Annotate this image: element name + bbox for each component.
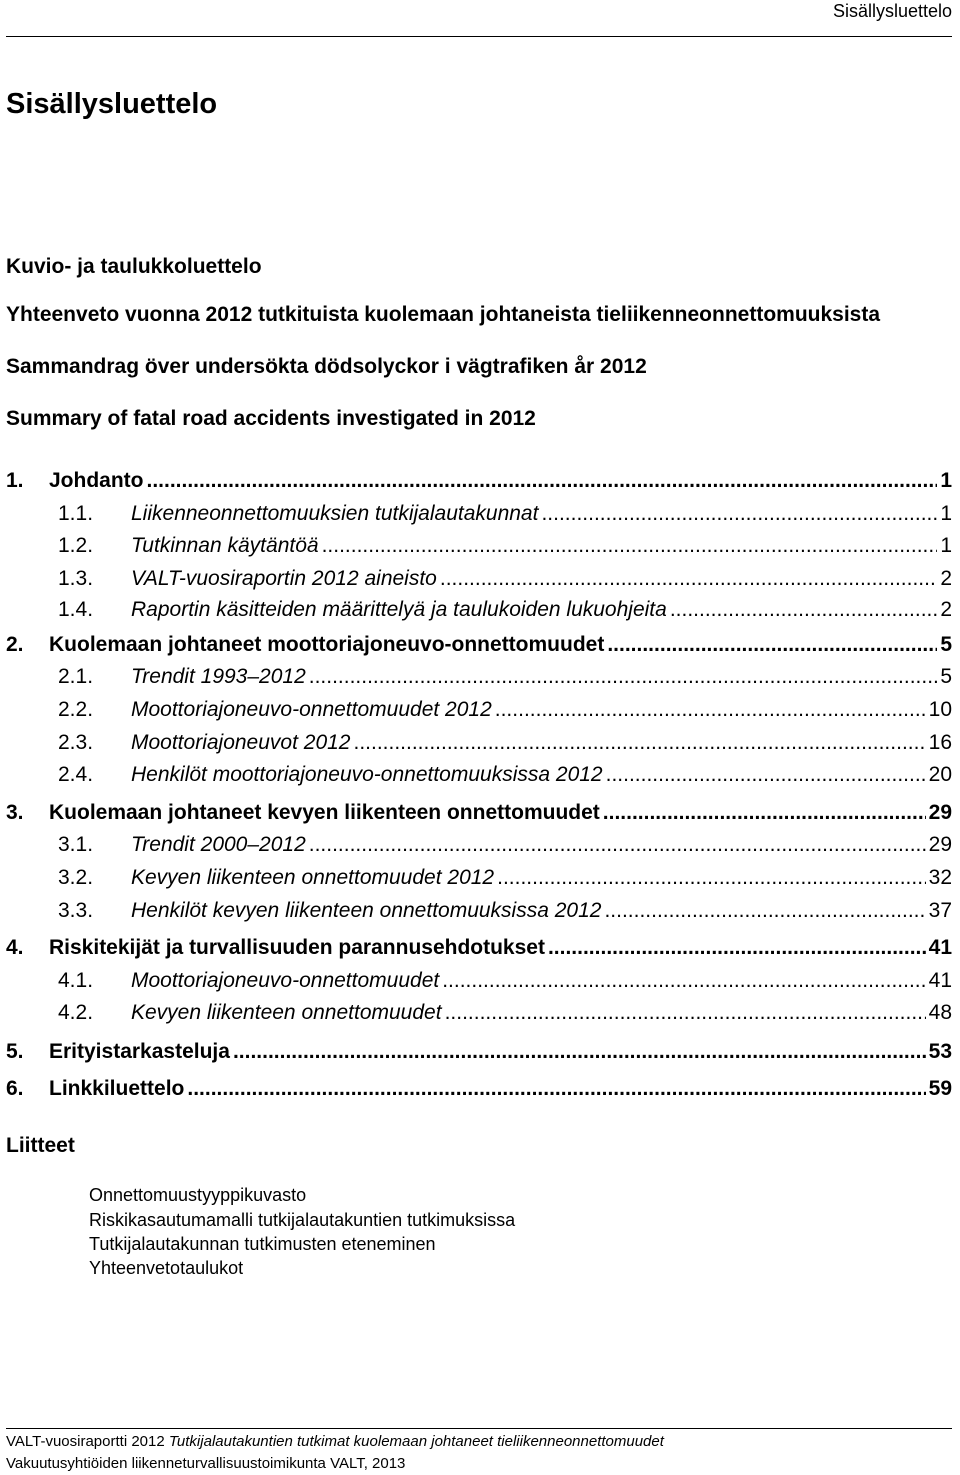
toc-leader [495,697,926,723]
toc-leader [497,865,926,891]
toc-title: VALT-vuosiraportin 2012 aineisto [131,567,437,590]
toc-leader [442,968,925,994]
toc-entry[interactable] [0,664,952,690]
toc-page: 32 [928,866,952,889]
footer-report-subtitle: Tutkijalautakuntien tutkimat kuolemaan johtaneet tieliikenneonnettomuudet [168,1433,664,1450]
toc-title: Johdanto [49,469,144,492]
toc-page: 2 [940,567,952,590]
toc-leader [548,935,926,961]
toc-entry[interactable] [0,533,952,559]
header-rule [6,36,952,37]
toc-page: 29 [928,833,952,856]
attachment-item[interactable]: Yhteenvetotaulukot [89,1258,244,1278]
toc-entry[interactable] [0,1039,952,1065]
toc-number: 3. [6,801,24,824]
toc-title: Erityistarkasteluja [49,1040,230,1063]
toc-title: Liikenneonnettomuuksien tutkijalautakunnat [131,502,539,525]
toc-leader [354,730,926,756]
toc-entry[interactable] [0,1000,952,1026]
toc-leader [309,832,926,858]
attachments-heading: Liitteet [6,1134,75,1157]
toc-entry[interactable] [0,566,952,592]
toc-title: Kevyen liikenteen onnettomuudet 2012 [131,866,495,889]
toc-leader [322,533,938,559]
toc-page: 59 [928,1077,952,1100]
toc-number: 2.4. [58,763,94,786]
front-item-summary-fi[interactable]: Yhteenveto vuonna 2012 tutkituista kuolemaan johtaneista tieliikenneonnettomuuksista [6,303,881,326]
toc-page: 41 [928,969,952,992]
toc-entry[interactable] [0,968,952,994]
toc-entry[interactable] [0,898,952,924]
toc-title: Moottoriajoneuvo-onnettomuudet 2012 [131,698,492,721]
toc-number: 1.4. [58,598,94,621]
toc-page: 48 [928,1001,952,1024]
toc-leader [541,501,937,527]
attachment-item[interactable]: Riskikasautumamalli tutkijalautakuntien tutkimuksissa [89,1210,516,1230]
front-item-figures-list[interactable]: Kuvio- ja taulukkoluettelo [6,255,262,278]
toc-page: 1 [940,502,952,525]
toc-page: 5 [940,633,952,656]
toc-title: Kuolemaan johtaneet moottoriajoneuvo-onnettomuudet [49,633,605,656]
page-title: Sisällysluettelo [6,88,218,120]
toc-page: 2 [940,598,952,621]
toc-number: 2. [6,633,24,656]
toc-page: 37 [928,899,952,922]
footer-report-name: VALT-vuosiraportti 2012 [6,1433,165,1450]
toc-page: 29 [928,801,952,824]
toc-leader [445,1000,926,1026]
toc-leader [309,664,938,690]
front-item-summary-sv[interactable]: Sammandrag över undersökta dödsolyckor i vägtrafiken år 2012 [6,355,647,378]
toc-page: 53 [928,1040,952,1063]
toc-page: 5 [940,665,952,688]
toc-title: Trendit 2000–2012 [131,833,306,856]
toc-number: 1.3. [58,567,94,590]
toc-leader [604,898,925,924]
toc-leader [670,597,937,623]
toc-number: 5. [6,1040,24,1063]
toc-leader [147,468,938,494]
toc-leader [440,566,937,592]
toc-number: 4.1. [58,969,94,992]
toc-entry[interactable] [0,832,952,858]
toc-number: 1.1. [58,502,94,525]
toc-title: Linkkiluettelo [49,1077,185,1100]
toc-entry[interactable] [0,762,952,788]
toc-number: 2.1. [58,665,94,688]
toc-title: Henkilöt moottoriajoneuvo-onnettomuuksissa 2012 [131,763,603,786]
toc-entry[interactable] [0,597,952,623]
toc-page: 1 [940,534,952,557]
toc-entry[interactable] [0,468,952,494]
toc-title: Trendit 1993–2012 [131,665,306,688]
toc-title: Tutkinnan käytäntöä [131,534,319,557]
toc-leader [606,762,926,788]
toc-entry[interactable] [0,935,952,961]
toc-page: 16 [928,731,952,754]
toc-title: Kuolemaan johtaneet kevyen liikenteen onnettomuudet [49,801,600,824]
toc-leader [607,632,937,658]
attachment-item[interactable]: Tutkijalautakunnan tutkimusten eteneminen [89,1234,436,1254]
toc-number: 2.3. [58,731,94,754]
toc-number: 6. [6,1077,24,1100]
toc-entry[interactable] [0,632,952,658]
toc-page: 20 [928,763,952,786]
front-item-summary-en[interactable]: Summary of fatal road accidents investigated in 2012 [6,407,536,430]
toc-number: 1. [6,469,24,492]
toc-number: 4. [6,936,24,959]
toc-leader [233,1039,926,1065]
toc-page: 10 [928,698,952,721]
toc-number: 1.2. [58,534,94,557]
toc-title: Moottoriajoneuvot 2012 [131,731,351,754]
toc-number: 2.2. [58,698,94,721]
toc-leader [603,800,926,826]
toc-entry[interactable] [0,1076,952,1102]
toc-entry[interactable] [0,697,952,723]
footer-publisher: Vakuutusyhtiöiden liikenneturvallisuustoimikunta VALT, 2013 [6,1455,406,1472]
toc-entry[interactable] [0,800,952,826]
toc-number: 3.1. [58,833,94,856]
toc-leader [187,1076,925,1102]
toc-title: Kevyen liikenteen onnettomuudet [131,1001,442,1024]
toc-page: 41 [928,936,952,959]
toc-page: 1 [940,469,952,492]
attachment-item[interactable]: Onnettomuustyyppikuvasto [89,1185,307,1205]
toc-number: 3.2. [58,866,94,889]
toc-title: Henkilöt kevyen liikenteen onnettomuuksissa 2012 [131,899,602,922]
toc-entry[interactable] [0,865,952,891]
toc-title: Raportin käsitteiden määrittelyä ja taulukoiden lukuohjeita [131,598,667,621]
toc-title: Riskitekijät ja turvallisuuden parannusehdotukset [49,936,545,959]
toc-number: 4.2. [58,1001,94,1024]
toc-entry[interactable] [0,501,952,527]
toc-title: Moottoriajoneuvo-onnettomuudet [131,969,440,992]
toc-entry[interactable] [0,730,952,756]
running-header: Sisällysluettelo [832,1,952,21]
footer-rule [6,1428,952,1429]
toc-number: 3.3. [58,899,94,922]
footer-report-line [6,1432,664,1451]
